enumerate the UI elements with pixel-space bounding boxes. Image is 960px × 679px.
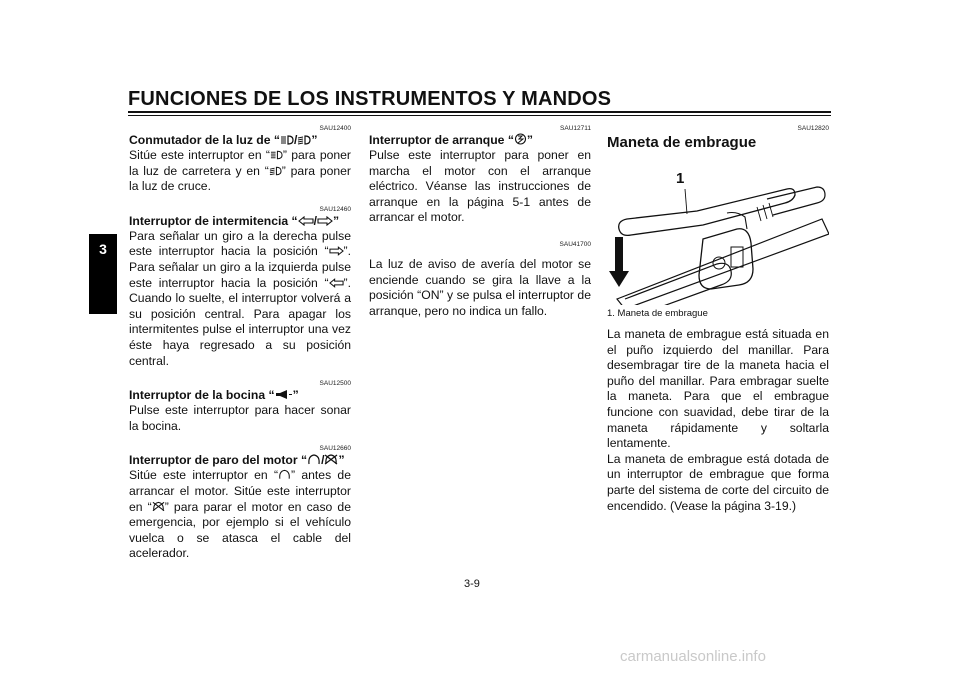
starter-icon xyxy=(514,133,527,145)
figure-callout: 1 xyxy=(676,170,685,187)
paragraph: La maneta de embrague está dotada de un interruptor de embrague que forma parte del sistema de corte del circuito de encendido. (Vease la página 3-19.) xyxy=(607,451,829,513)
chapter-tab xyxy=(89,234,117,314)
chapter-tab-label: 3 xyxy=(99,241,107,257)
section-code: SAU12820 xyxy=(797,125,829,132)
section-heading-horn: Interruptor de la bocina “ ” xyxy=(129,388,299,403)
engine-run-icon xyxy=(307,454,321,465)
section-code: SAU12711 xyxy=(560,125,591,132)
turn-left-arrow-icon xyxy=(329,278,344,288)
section-code: SAU12500 xyxy=(319,380,351,388)
low-beam-icon xyxy=(269,166,282,176)
page-number: 3-9 xyxy=(464,578,480,590)
engine-stop-icon xyxy=(152,501,165,512)
low-beam-icon xyxy=(297,135,311,145)
section-code: SAU12400 xyxy=(319,125,351,132)
section-code: SAU41700 xyxy=(559,240,591,248)
turn-right-arrow-icon xyxy=(317,216,333,226)
high-beam-icon xyxy=(280,135,294,145)
section-code: SAU12460 xyxy=(319,205,351,213)
section-title-clutch-lever: Maneta de embrague xyxy=(607,134,757,151)
figure-caption: 1. Maneta de embrague xyxy=(607,308,708,319)
paragraph: Sitúe este interruptor en “ ” antes de arrancar el motor. Sitúe este interruptor en “ ” para parar el motor en caso de emergencia, por ejemplo si el vehículo vuelca o se atasca el cable del acelerador. xyxy=(129,468,351,561)
paragraph: Pulse este interruptor para hacer sonar la bocina. xyxy=(129,403,351,433)
paragraph: La luz de aviso de avería del motor se enciende cuando se gira la llave a la posición “ON” y se pulsa el interruptor de arranque, pero no indica un fallo. xyxy=(369,256,591,318)
section-heading-dimmer-switch: Conmutador de la luz de “ / ” xyxy=(129,133,318,147)
page-title: FUNCIONES DE LOS INSTRUMENTOS Y MANDOS xyxy=(128,88,612,110)
header-rule-thin xyxy=(128,115,831,116)
paragraph: Para señalar un giro a la derecha pulse este interruptor hacia la posición “ ”. Para señalar un giro a la izquierda pulse este interruptor hacia la posición “ ”. Cuando lo suelte, el interruptor volverá a su posición central. Para apagar los intermitentes pulse el interruptor una vez éste haya regresado a su posición central. xyxy=(129,228,351,368)
horn-icon xyxy=(275,389,293,400)
section-code: SAU12660 xyxy=(319,445,351,453)
section-heading-engine-stop: Interruptor de paro del motor “ / ” xyxy=(129,453,345,468)
column-left xyxy=(129,122,351,562)
paragraph: La maneta de embrague está situada en el puño izquierdo del manillar. Para desembragar tire de la maneta hacia el puño del manillar. Para embragar suelte la maneta. Para que el embrague funcione con suavidad, debe tirar de la maneta rápidamente y soltarla lentamente. xyxy=(607,327,829,451)
column-middle xyxy=(369,122,591,319)
section-heading-start-switch: Interruptor de arranque “ ” xyxy=(369,133,534,147)
watermark-text: carmanualsonline.info xyxy=(620,648,766,665)
turn-right-arrow-icon xyxy=(329,246,344,256)
paragraph: Pulse este interruptor para poner en marcha el motor con el arranque eléctrico. Véanse las instrucciones de arranque en la página 5-1 antes de arrancar el motor. xyxy=(369,148,591,225)
turn-left-arrow-icon xyxy=(298,216,314,226)
engine-run-icon xyxy=(278,469,291,480)
high-beam-icon xyxy=(270,150,283,160)
paragraph: Sitúe este interruptor en “ ” para poner la luz de carretera y en “ ” para poner la luz de cruce. xyxy=(129,148,351,194)
engine-stop-icon xyxy=(324,454,338,465)
header-rule xyxy=(128,111,831,113)
clutch-lever-illustration xyxy=(607,159,829,305)
column-right xyxy=(607,122,829,514)
section-heading-turn-signal: Interruptor de intermitencia “ / ” xyxy=(129,213,340,228)
clutch-lever-drawing xyxy=(607,159,829,305)
